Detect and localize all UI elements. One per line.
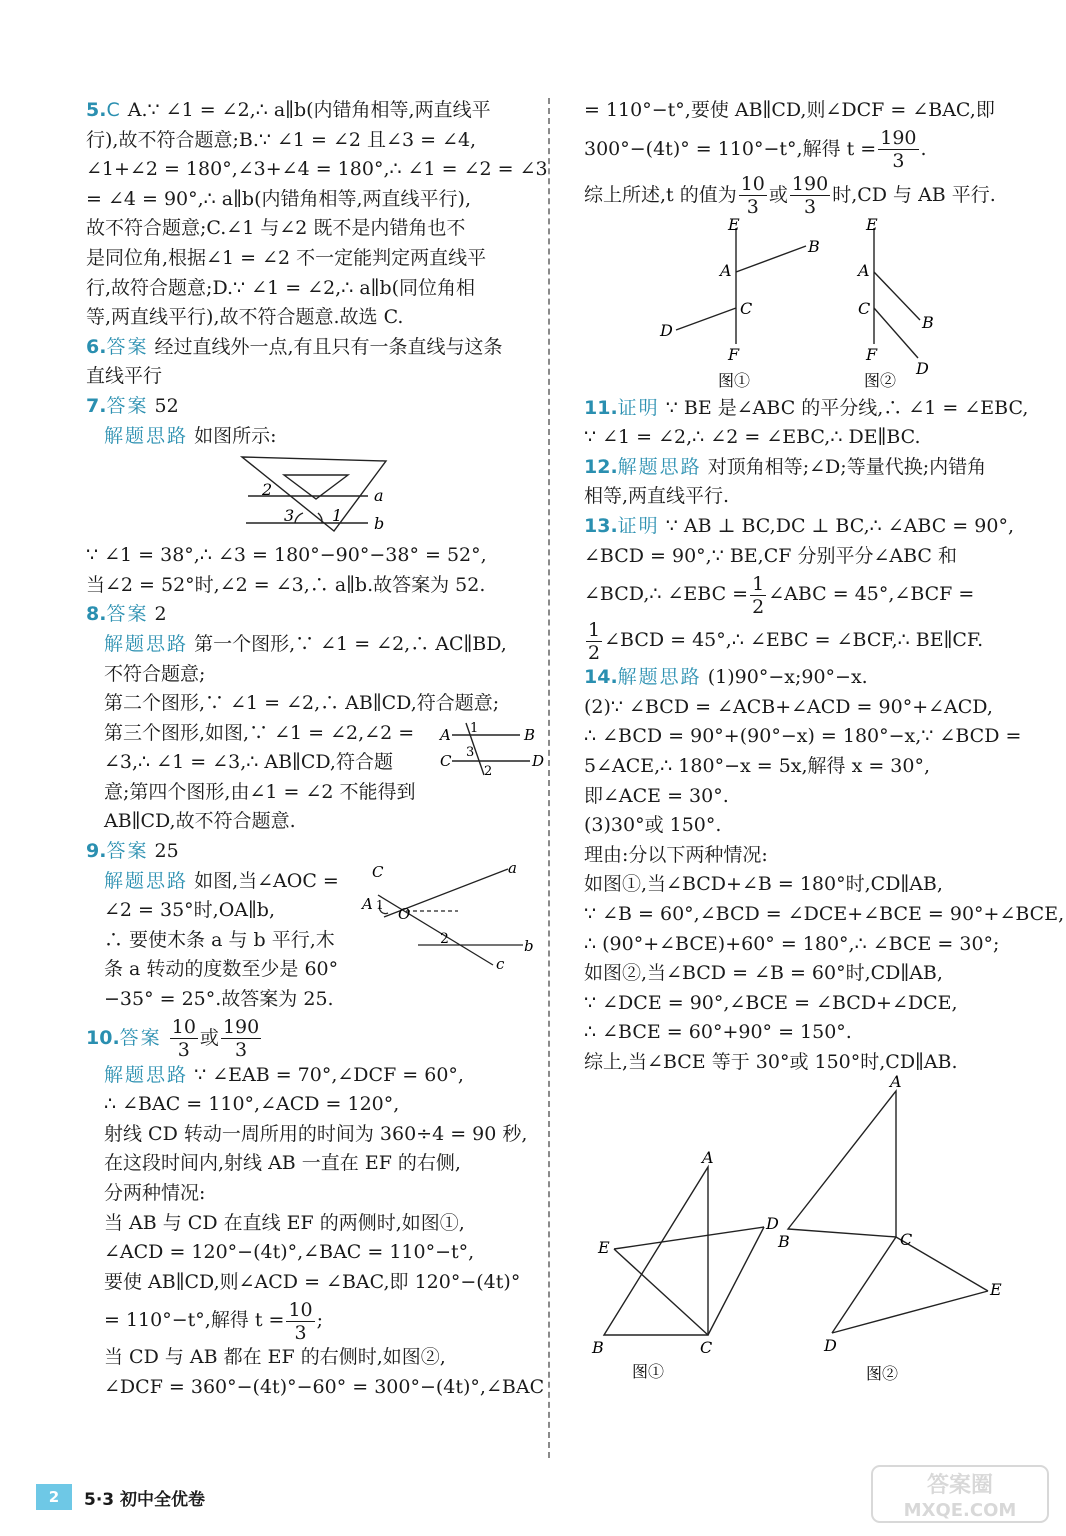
svg-text:A: A	[702, 1148, 714, 1168]
svg-text:O: O	[398, 904, 411, 923]
text-line	[86, 926, 534, 956]
text-line	[86, 185, 534, 215]
svg-text:C: C	[372, 862, 384, 881]
line-text: 意;第四个图形,由∠1 = ∠2 不能得到	[104, 780, 416, 803]
line-text: = 110°−t°,解得 t =	[104, 1309, 285, 1332]
line-text: .	[920, 137, 927, 160]
figure-q7	[86, 451, 534, 541]
line-text: 条 a 转动的度数至少是 60°	[104, 958, 339, 981]
svg-text:E: E	[728, 214, 740, 234]
fraction-denominator: 3	[177, 1039, 190, 1062]
question-q6	[86, 333, 534, 363]
text-line	[584, 722, 1022, 752]
line-text: ∵ ∠1 = 38°,∴ ∠3 = 180°−90°−38° = 52°,	[86, 544, 487, 567]
line-text: ∠ACD = 120°−(4t)°,∠BAC = 110°−t°,	[104, 1241, 475, 1264]
svg-text:B: B	[922, 312, 934, 332]
question-number: 6.	[86, 335, 107, 358]
fig7-label-a: a	[374, 486, 384, 506]
line-text: ∵ AB ⊥ BC,DC ⊥ BC,∴ ∠ABC = 90°,	[665, 514, 1014, 537]
text-line	[86, 985, 534, 1015]
answer-tag: 证明	[617, 514, 660, 537]
fraction-numerator: 190	[791, 173, 829, 196]
line-text: ∴ ∠BCE = 60°+90° = 150°.	[584, 1021, 852, 1044]
line-text: 不符合题意;	[104, 662, 206, 685]
question-number: 8.	[86, 603, 107, 626]
svg-text:F: F	[728, 344, 740, 364]
svg-text:F: F	[866, 344, 878, 364]
text-line	[584, 870, 1008, 900]
text-line	[86, 303, 534, 333]
line-text: ∵ ∠1 = ∠2,∴ ∠2 = ∠EBC,∴ DE∥BC.	[584, 426, 921, 449]
svg-text:D: D	[660, 320, 673, 340]
svg-text:B: B	[524, 725, 536, 744]
question-q14	[584, 663, 1008, 693]
line-text: 时,CD 与 AB 平行.	[832, 183, 996, 206]
line-text: ∵ ∠DCE = 90°,∠BCE = ∠BCD+∠DCE,	[584, 991, 958, 1014]
line-text: ∴ 要使木条 a 与 b 平行,木	[104, 928, 335, 951]
page-number: 2	[36, 1484, 72, 1510]
question-number: 5.	[86, 99, 107, 121]
text-line	[86, 571, 534, 601]
page-footer	[36, 1484, 205, 1510]
line-text: 52	[154, 394, 179, 417]
svg-text:3: 3	[466, 744, 475, 760]
line-text: 分两种情况:	[104, 1182, 206, 1204]
line-text: 要使 AB∥CD,则∠ACD = ∠BAC,即 120°−(4t)°	[104, 1270, 521, 1293]
text-line	[86, 1179, 534, 1209]
figure-q14	[584, 1072, 1008, 1407]
brand-title: 5·3 初中全优卷	[84, 1489, 206, 1510]
line-text: 如图②,当∠BCD = ∠B = 60°时,CD∥AB,	[584, 962, 943, 985]
svg-text:1: 1	[470, 720, 479, 736]
line-text: −35° = 25°.故答案为 25.	[104, 988, 334, 1011]
question-q5	[86, 96, 534, 126]
text-line	[86, 689, 534, 719]
line-text: 对顶角相等;∠D;等量代换;内错角	[707, 455, 987, 478]
text-line	[86, 155, 548, 185]
answer-tag: 答案	[106, 335, 149, 358]
line-text: 当 CD 与 AB 都在 EF 的右侧时,如图②,	[104, 1346, 446, 1369]
line-text: 如图,当∠AOC =	[194, 869, 339, 892]
text-line	[86, 807, 534, 837]
fraction-numerator: 1	[588, 618, 601, 641]
line-text: 相等,两直线平行.	[584, 485, 730, 508]
fraction	[221, 1016, 261, 1061]
line-text: 直线平行	[86, 365, 163, 388]
svg-text:2: 2	[440, 930, 449, 947]
fraction-denominator: 3	[235, 1039, 248, 1062]
line-text: 行),故不符合题意;B.∵ ∠1 = ∠2 且∠3 = ∠4,	[86, 128, 477, 151]
question-q8	[86, 600, 534, 630]
text-line	[86, 274, 534, 304]
text-line	[86, 748, 534, 778]
answer-tag: 解题思路	[617, 455, 702, 478]
line-text: 2	[154, 603, 167, 626]
svg-text:B: B	[808, 236, 820, 256]
svg-text:A: A	[362, 894, 373, 913]
text-line	[86, 1061, 534, 1091]
line-text: ∠BCD = 45°,∴ ∠EBC = ∠BCF,∴ BE∥CF.	[604, 629, 984, 652]
line-text: 第三个图形,如图,∵ ∠1 = ∠2,∠2 =	[104, 721, 415, 744]
svg-text:C: C	[858, 298, 871, 318]
fraction	[286, 1299, 314, 1344]
svg-text:1: 1	[376, 897, 384, 912]
line-text: 行,故符合题意;D.∵ ∠1 = ∠2,∴ a∥b(同位角相	[86, 276, 476, 299]
fraction-numerator: 190	[880, 127, 917, 150]
svg-text:答案圈: 答案圈	[926, 1473, 994, 1498]
text-line	[86, 955, 534, 985]
answer-tag: C	[106, 99, 122, 121]
svg-text:2: 2	[484, 763, 493, 779]
line-text: = 110°−t°,要使 AB∥CD,则∠DCF = ∠BAC,即	[584, 99, 995, 121]
line-text: ∵ ∠B = 60°,∠BCD = ∠DCE+∠BCE = 90°+∠BCE,	[584, 902, 1065, 925]
fig7-label-3: 3	[284, 506, 295, 526]
line-text: 是同位角,根据∠1 = ∠2 不一定能判定两直线平	[86, 246, 487, 269]
text-line	[584, 617, 1008, 663]
fraction	[586, 619, 602, 664]
fig10-caption-1: 图①	[718, 370, 751, 390]
fig10-caption-2: 图②	[864, 370, 897, 390]
text-line	[86, 1149, 534, 1179]
svg-text:E: E	[598, 1238, 610, 1258]
text-line	[584, 172, 1008, 218]
question-q7	[86, 392, 534, 422]
line-text: ∠ABC = 45°,∠BCF =	[768, 583, 975, 606]
question-number: 10.	[86, 1026, 120, 1049]
svg-text:D: D	[532, 751, 545, 770]
fig14-caption-2: 图②	[866, 1364, 899, 1384]
text-line	[86, 422, 534, 452]
text-line	[86, 660, 534, 690]
fraction	[790, 173, 830, 218]
line-text: ∵ BE 是∠ABC 的平分线,∴ ∠1 = ∠EBC,	[665, 396, 1029, 419]
line-text: 当 AB 与 CD 在直线 EF 的两侧时,如图①,	[104, 1211, 465, 1234]
fraction-numerator: 190	[222, 1016, 260, 1039]
question-q9	[86, 837, 534, 867]
text-line	[86, 244, 534, 274]
question-number: 11.	[584, 396, 618, 419]
line-text: ∠BCD,∴ ∠EBC =	[584, 583, 749, 606]
answer-tag: 解题思路	[104, 424, 189, 447]
text-line	[584, 542, 1008, 572]
text-line	[584, 900, 1065, 930]
fraction-denominator: 3	[746, 196, 759, 219]
line-text: ∠1+∠2 = 180°,∠3+∠4 = 180°,∴ ∠1 = ∠2 = ∠3	[86, 158, 548, 181]
text-line	[86, 1120, 534, 1150]
text-line	[86, 126, 534, 156]
question-q13	[584, 512, 1014, 542]
svg-text:c: c	[496, 954, 505, 973]
line-text: ∠2 = 35°时,OA∥b,	[104, 899, 276, 922]
fraction-denominator: 3	[804, 196, 817, 219]
svg-text:B: B	[778, 1232, 790, 1252]
text-line	[86, 541, 534, 571]
text-line	[584, 482, 1008, 512]
text-line	[584, 96, 1008, 126]
text-line	[86, 1238, 534, 1268]
fraction-denominator: 2	[588, 641, 601, 664]
fraction-numerator: 10	[171, 1016, 196, 1039]
text-line	[584, 1018, 1008, 1048]
line-text: ∴ (90°+∠BCE)+60° = 180°,∴ ∠BCE = 30°;	[584, 932, 1000, 955]
text-line	[86, 1343, 534, 1373]
answer-tag: 解题思路	[104, 869, 189, 892]
svg-text:C: C	[900, 1230, 913, 1250]
right-column	[584, 96, 1065, 1407]
svg-text:D: D	[766, 1214, 779, 1234]
text-line	[584, 989, 1008, 1019]
fraction-denominator: 3	[892, 150, 905, 173]
fraction	[739, 173, 767, 218]
question-number: 13.	[584, 514, 618, 537]
line-text: ;	[316, 1309, 324, 1332]
line-text: ∵ ∠EAB = 70°,∠DCF = 60°,	[194, 1063, 464, 1086]
answer-tag: 证明	[617, 396, 660, 419]
fig7-label-b: b	[374, 514, 385, 534]
fig7-label-2: 2	[262, 480, 273, 500]
line-text: ∴ ∠BAC = 110°,∠ACD = 120°,	[104, 1093, 400, 1116]
line-text: ∠BCD = 90°,∵ BE,CF 分别平分∠ABC 和	[584, 544, 958, 567]
svg-text:A: A	[858, 260, 870, 280]
line-text: 即∠ACE = 30°.	[584, 784, 729, 807]
line-text: (2)∵ ∠BCD = ∠ACB+∠ACD = 90°+∠ACD,	[584, 695, 993, 718]
fraction-numerator: 10	[740, 173, 765, 196]
line-text: 如图①,当∠BCD+∠B = 180°时,CD∥AB,	[584, 873, 943, 896]
fraction-numerator: 10	[288, 1298, 313, 1321]
text-line	[86, 1209, 534, 1239]
line-text: 射线 CD 转动一周所用的时间为 360÷4 = 90 秒,	[104, 1122, 528, 1145]
line-text: 等,两直线平行),故不符合题意.故选 C.	[86, 306, 404, 329]
svg-text:b: b	[524, 936, 534, 955]
fraction	[750, 573, 766, 618]
question-number: 14.	[584, 666, 618, 689]
svg-text:E: E	[866, 214, 878, 234]
line-text: 理由:分以下两种情况:	[584, 843, 768, 866]
svg-text:C: C	[700, 1338, 713, 1358]
text-line	[584, 571, 1008, 617]
text-line	[584, 782, 1008, 812]
text-line	[86, 1297, 534, 1343]
svg-text:a: a	[508, 858, 517, 877]
question-q12	[584, 453, 1008, 483]
svg-text:C: C	[440, 751, 452, 770]
answer-tag: 解题思路	[104, 1063, 189, 1086]
fig14-caption-1: 图①	[632, 1362, 665, 1382]
answer-tag: 答案	[106, 394, 149, 417]
fraction-denominator: 2	[752, 595, 765, 618]
line-text: 第二个图形,∵ ∠1 = ∠2,∴ AB∥CD,符合题意;	[104, 692, 500, 715]
line-text: 当∠2 = 52°时,∠2 = ∠3,∴ a∥b.故答案为 52.	[86, 573, 486, 596]
line-text: 或	[199, 1026, 219, 1049]
text-line	[584, 126, 1008, 172]
line-text: ∴ ∠BCD = 90°+(90°−x) = 180°−x,∵ ∠BCD =	[584, 725, 1022, 748]
svg-text:A: A	[720, 260, 732, 280]
answer-tag: 解题思路	[104, 632, 189, 655]
question-q11	[584, 394, 1029, 424]
text-line	[86, 1373, 545, 1403]
line-text: 故不符合题意;C.∠1 与∠2 既不是内错角也不	[86, 217, 466, 240]
column-divider	[548, 98, 550, 1458]
answer-tag: 答案	[119, 1026, 162, 1049]
line-text: AB∥CD,故不符合题意.	[104, 810, 296, 833]
svg-text:A: A	[890, 1072, 902, 1092]
line-text: 第一个图形,∵ ∠1 = ∠2,∴ AC∥BD,	[194, 632, 507, 655]
question-number: 7.	[86, 394, 107, 417]
text-line	[584, 693, 1008, 723]
line-text: 25	[154, 840, 179, 863]
fig7-label-1: 1	[332, 506, 343, 526]
line-text: 如图所示:	[194, 424, 277, 447]
line-text: (1)90°−x;90°−x.	[707, 666, 868, 689]
question-q10	[86, 1015, 534, 1061]
line-text: 5∠ACE,∴ 180°−x = 5x,解得 x = 30°,	[584, 754, 931, 777]
figure-q10	[584, 214, 1008, 394]
left-column	[86, 96, 548, 1403]
text-line	[86, 896, 534, 926]
text-line	[86, 1090, 534, 1120]
text-line	[584, 930, 1008, 960]
fraction	[878, 127, 918, 172]
text-line	[86, 778, 534, 808]
svg-text:A: A	[440, 725, 451, 744]
line-text: (3)30°或 150°.	[584, 814, 722, 837]
answer-tag: 答案	[106, 603, 149, 626]
text-line	[584, 811, 1008, 841]
text-line	[86, 214, 534, 244]
answer-tag: 解题思路	[617, 666, 702, 689]
fraction-denominator: 3	[294, 1321, 307, 1344]
text-line	[584, 752, 1008, 782]
svg-text:D: D	[824, 1336, 837, 1356]
text-line	[86, 362, 534, 392]
fraction	[170, 1016, 198, 1061]
svg-text:E: E	[990, 1280, 1002, 1300]
line-text: 综上,当∠BCE 等于 30°或 150°时,CD∥AB.	[584, 1050, 958, 1073]
text-line	[584, 423, 1008, 453]
line-text: 或	[768, 183, 788, 206]
svg-text:MXQE.COM: MXQE.COM	[903, 1500, 1017, 1521]
line-text: A.∵ ∠1 = ∠2,∴ a∥b(内错角相等,两直线平	[127, 99, 491, 121]
svg-text:B: B	[592, 1338, 604, 1358]
line-text: 综上所述,t 的值为	[584, 183, 737, 206]
line-text: 300°−(4t)° = 110°−t°,解得 t =	[584, 137, 877, 160]
answer-tag: 答案	[106, 840, 149, 863]
watermark-logo	[870, 1462, 1050, 1526]
svg-text:C: C	[740, 298, 753, 318]
text-line	[584, 841, 1008, 871]
text-line	[86, 1268, 534, 1298]
line-text: 经过直线外一点,有且只有一条直线与这条	[154, 335, 503, 358]
question-number: 12.	[584, 455, 618, 478]
line-text: ∠3,∴ ∠1 = ∠3,∴ AB∥CD,符合题	[104, 751, 393, 774]
line-text: ∠DCF = 360°−(4t)°−60° = 300°−(4t)°,∠BAC	[104, 1375, 545, 1398]
line-text: = ∠4 = 90°,∴ a∥b(内错角相等,两直线平行),	[86, 187, 471, 210]
fraction-numerator: 1	[752, 572, 765, 595]
line-text: 在这段时间内,射线 AB 一直在 EF 的右侧,	[104, 1152, 461, 1175]
question-number: 9.	[86, 840, 107, 863]
text-line	[584, 959, 1008, 989]
text-line	[86, 630, 534, 660]
text-line	[584, 1048, 1008, 1078]
svg-text:D: D	[916, 358, 929, 378]
